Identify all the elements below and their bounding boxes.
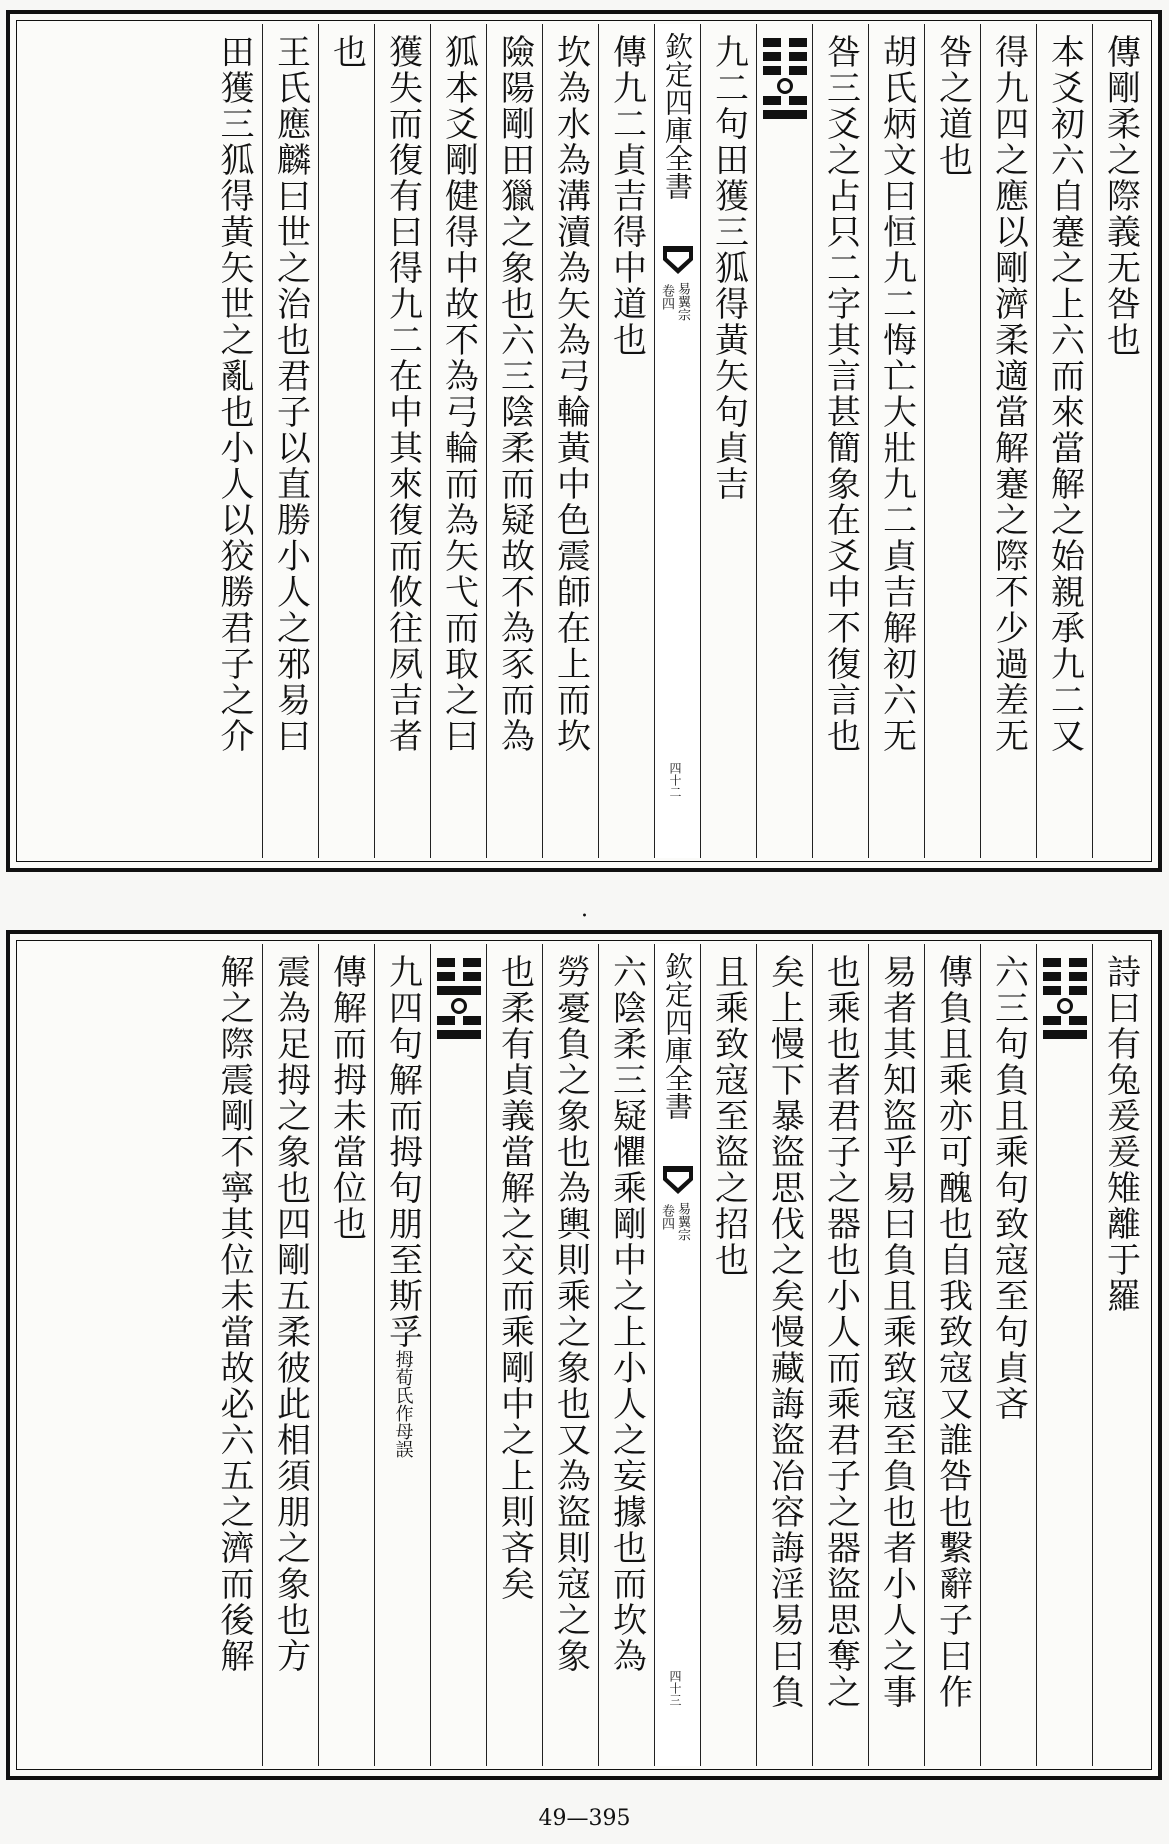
text-column: 咎之道也 — [924, 24, 980, 858]
text-column: 本爻初六自蹇之上六而來當解之始親承九二又 — [1036, 24, 1092, 858]
text-column: 勞憂負之象也為輿則乘之象也又為盜則寇之象 — [542, 944, 598, 1766]
fish-tail-mark-icon — [663, 246, 693, 286]
circle-marker-icon — [1057, 998, 1073, 1014]
text-column: 狐本爻剛健得中故不為弓輪而為矢弋而取之曰 — [430, 24, 486, 858]
page-bottom — [6, 930, 1162, 1780]
separator-mark: ・ — [576, 906, 593, 925]
text-column: 也 — [318, 24, 374, 858]
text-column: 獲失而復有曰得九二在中其來復而攸往夙吉者 — [374, 24, 430, 858]
text-column: 傳負且乘亦可醜也自我致寇又誰咎也繫辭子曰作 — [924, 944, 980, 1766]
book-series-title: 欽定四庫全書 — [661, 32, 694, 200]
text-column: 詩曰有兔爰爰雉離于羅 — [1092, 944, 1148, 1766]
text-column: 震為足拇之象也四剛五柔彼此相須朋之象也方 — [262, 944, 318, 1766]
center-gutter — [654, 944, 700, 1766]
center-gutter — [654, 24, 700, 858]
text-column: 得九四之應以剛濟柔適當解蹇之際不少過差无 — [980, 24, 1036, 858]
hexagram-symbol-icon — [1043, 958, 1087, 1044]
hexagram-column — [1036, 944, 1092, 1766]
text-column: 且乘致寇至盜之招也 — [700, 944, 756, 1766]
hexagram-symbol-icon — [437, 958, 481, 1044]
text-column: 六陰柔三疑懼乘剛中之上小人之妄據也而坎為 — [598, 944, 654, 1766]
text-column: 王氏應麟曰世之治也君子以直勝小人之邪易曰 — [262, 24, 318, 858]
page-top — [6, 10, 1162, 872]
annotation-note: 拇荀氏作母誤 — [392, 1350, 414, 1458]
text-column: 坎為水為溝瀆為矢為弓輪黃中色震師在上而坎 — [542, 24, 598, 858]
text-column: 解之際震剛不寧其位未當故必六五之濟而後解 — [214, 954, 254, 1674]
text-column: 險陽剛田獵之象也六三陰柔而疑故不為豕而為 — [486, 24, 542, 858]
page-number: 49—395 — [538, 1806, 631, 1831]
text-column: 傳九二貞吉得中道也 — [598, 24, 654, 858]
text-column: 六三句負且乘句致寇至句貞吝 — [980, 944, 1036, 1766]
text-column: 田獲三狐得黃矢世之亂也小人以狡勝君子之介 — [214, 34, 254, 754]
circle-marker-icon — [451, 998, 467, 1014]
book-name: 易翼宗 — [675, 282, 690, 321]
fish-tail-mark-icon — [663, 1166, 693, 1206]
text-column: 九二句田獲三狐得黃矢句貞吉 — [700, 24, 756, 858]
text-column: 易者其知盜乎易曰負且乘致寇至負也者小人之事 — [868, 944, 924, 1766]
folio-number: 四十二 — [668, 762, 682, 798]
text-column: 也柔有貞義當解之交而乘剛中之上則吝矣 — [486, 944, 542, 1766]
circle-marker-icon — [777, 78, 793, 94]
book-name: 易翼宗 — [675, 1202, 690, 1241]
book-series-title: 欽定四庫全書 — [661, 952, 694, 1120]
text-column: 九四句解而拇句朋至斯孚拇荀氏作母誤 — [374, 944, 430, 1766]
hexagram-column — [430, 944, 486, 1766]
folio-number: 四十三 — [668, 1670, 682, 1706]
hexagram-column — [756, 24, 812, 858]
text-column: 矣上慢下暴盜思伐之矣慢藏誨盜冶容誨淫易曰負 — [756, 944, 812, 1766]
volume-label: 卷四 — [659, 1204, 674, 1230]
text-column: 傳解而拇未當位也 — [318, 944, 374, 1766]
text-column: 胡氏炳文曰恒九二悔亡大壯九二貞吉解初六无 — [868, 24, 924, 858]
text-column: 咎三爻之占只二字其言甚簡象在爻中不復言也 — [812, 24, 868, 858]
hexagram-symbol-icon — [763, 38, 807, 124]
text-column: 也乘也者君子之器也小人而乘君子之器盜思奪之 — [812, 944, 868, 1766]
text-column: 傳剛柔之際義无咎也 — [1092, 24, 1148, 858]
volume-label: 卷四 — [659, 284, 674, 310]
